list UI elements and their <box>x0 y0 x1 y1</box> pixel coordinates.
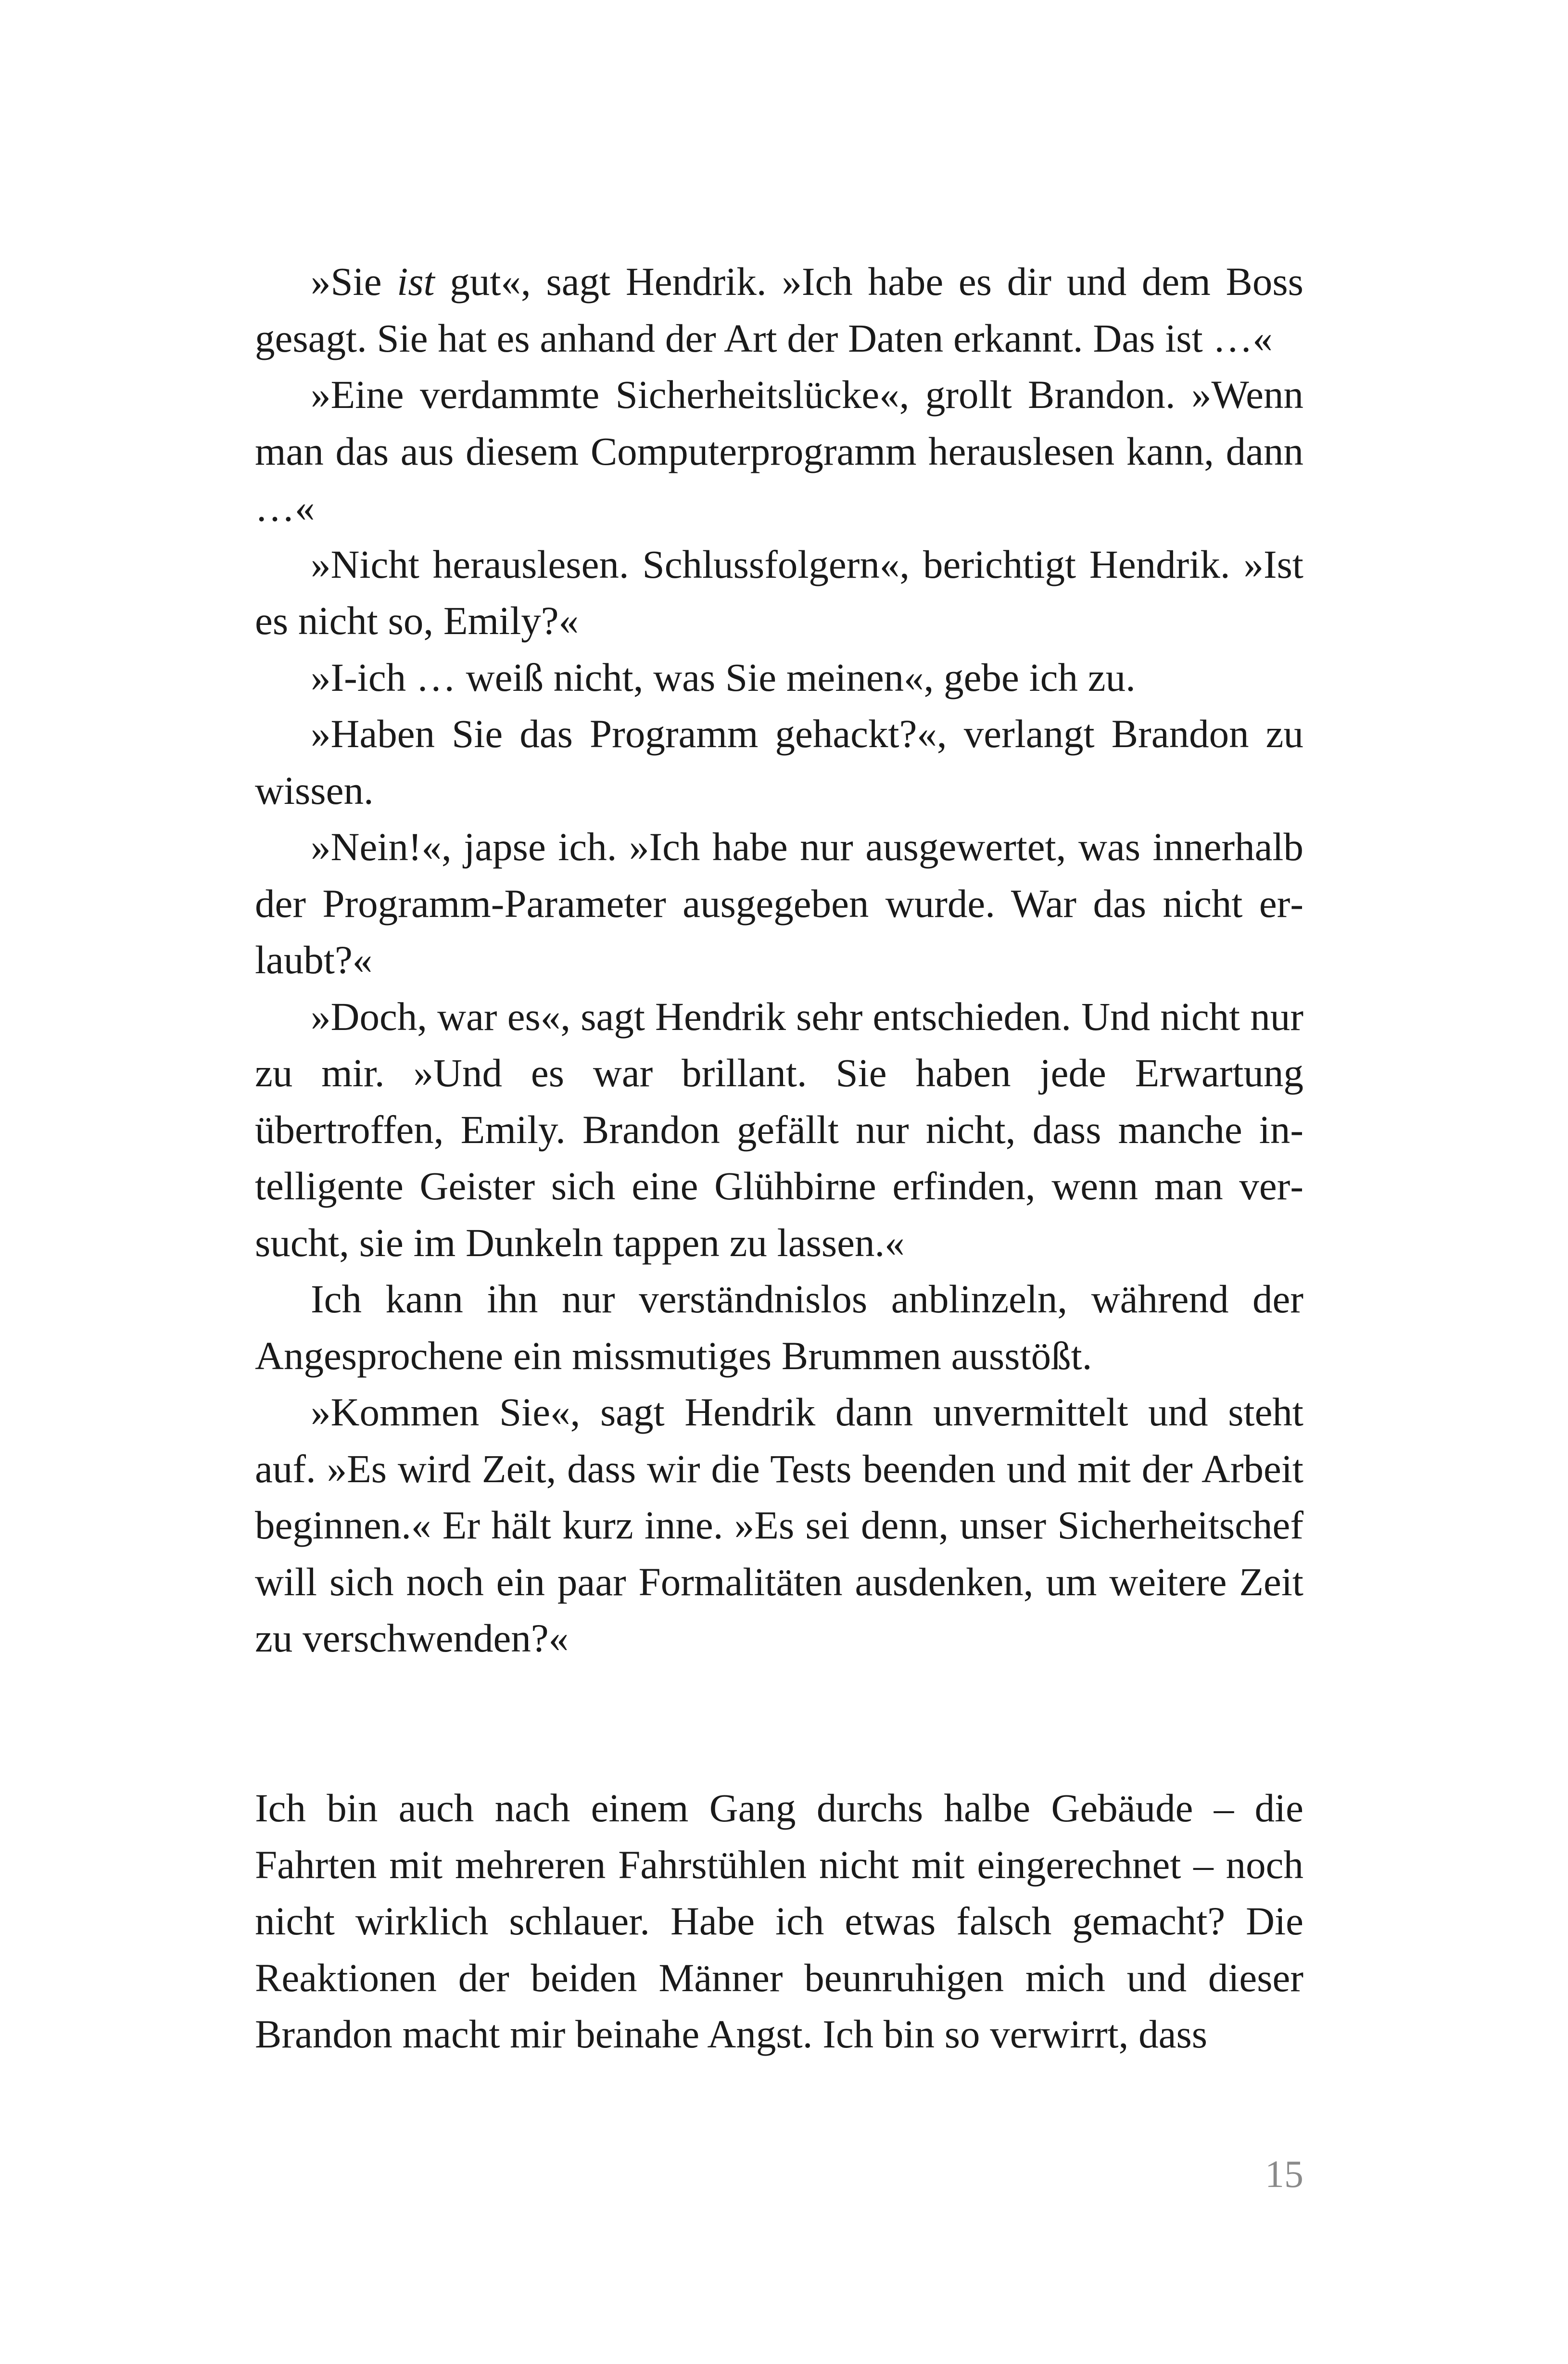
paragraph-7: »Doch, war es«, sagt Hendrik sehr entschieden. Und nicht nur zu mir. »Und es war brillant. Sie haben jede Erwartung übertroffen, Emily. Brandon gefällt nur nicht, dass manche intelligente Geister sich eine Glühbirne erfinden, wenn man versucht, sie im Dunkeln tappen zu lassen.« <box>255 994 1303 1265</box>
paragraph-1: »Sie ist gut«, sagt Hendrik. »Ich habe es dir und dem Boss gesagt. Sie hat es anhand der Art der Daten erkannt. Das ist …« <box>255 259 1303 360</box>
paragraph-9: »Kommen Sie«, sagt Hendrik dann unvermittelt und steht auf. »Es wird Zeit, dass wir die Tests beenden und mit der Arbeit beginnen.« Er hält kurz inne. »Es sei denn, unser Sicherheitschef will sich noch ein paar Formalitäten ausdenken, um weitere Zeit zu verschwenden?« <box>255 1390 1303 1660</box>
paragraph-3: »Nicht herauslesen. Schlussfolgern«, berichtigt Hendrik. »Ist es nicht so, Emily?« <box>255 542 1303 643</box>
paragraph-8: Ich kann ihn nur verständnislos anblinzeln, während der Angesprochene ein missmutiges Brummen ausstößt. <box>255 1277 1303 1378</box>
dialogue-section <box>255 254 1303 1667</box>
paragraph-6: »Nein!«, japse ich. »Ich habe nur ausgewertet, was innerhalb der Programm-Parameter ausgegeben wurde. War das nicht erlaubt?« <box>255 825 1303 982</box>
emphasis-ist: ist <box>397 259 435 304</box>
narrative-section <box>255 1780 1303 2063</box>
paragraph-4: »I-ich … weiß nicht, was Sie meinen«, gebe ich zu. <box>311 655 1136 699</box>
paragraph-5: »Haben Sie das Programm gehackt?«, verlangt Brandon zu wissen. <box>255 712 1303 813</box>
paragraph-2: »Eine verdammte Sicherheitslücke«, grollt Brandon. »Wenn man das aus diesem Computerprogramm herauslesen kann, dann …« <box>255 372 1303 530</box>
page-number: 15 <box>1265 2153 1303 2196</box>
paragraph-10: Ich bin auch nach einem Gang durchs halbe Gebäude – die Fahrten mit mehreren Fahrstühlen nicht mit eingerechnet – noch nicht wirklich schlauer. Habe ich etwas falsch gemacht? Die Reaktionen der beiden Männer beunruhigen mich und dieser Brandon macht mir beinahe Angst. Ich bin so verwirrt, dass <box>255 1786 1303 2056</box>
